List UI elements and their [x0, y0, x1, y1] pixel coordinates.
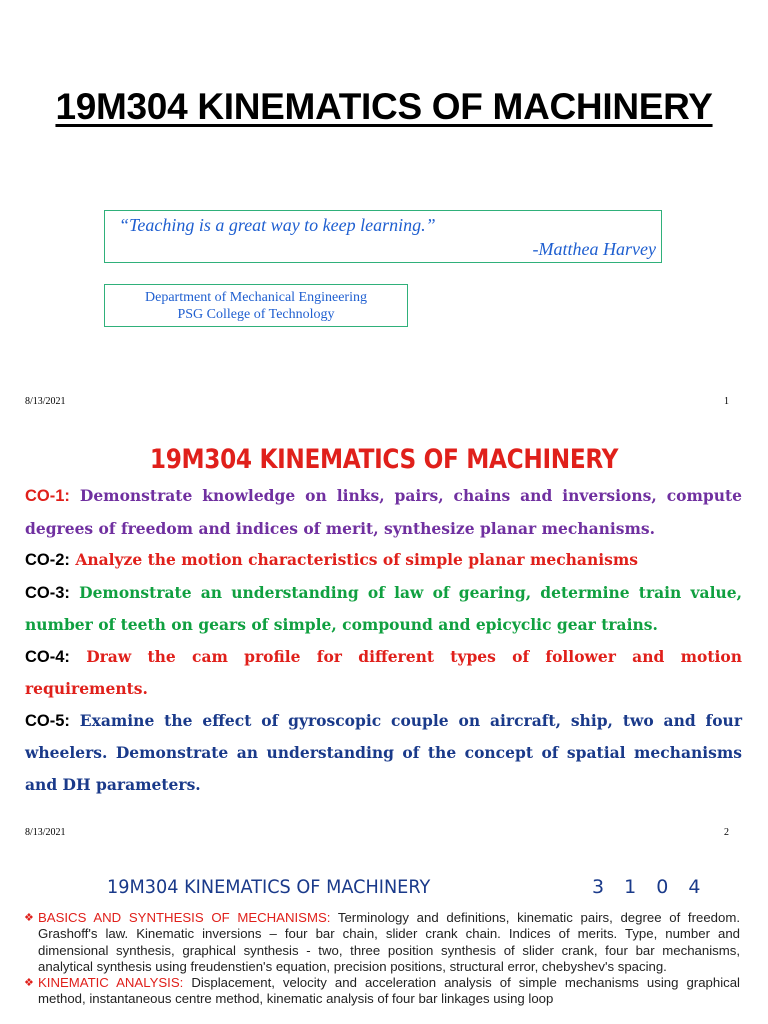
unit-heading: BASICS AND SYNTHESIS OF MECHANISMS: — [38, 910, 331, 925]
co-item — [25, 641, 742, 705]
co-item — [25, 544, 742, 577]
co-label: CO-3: — [25, 583, 70, 602]
syllabus — [24, 910, 740, 1008]
slide-3 — [0, 859, 768, 1024]
quote-text: “Teaching is a great way to keep learning.” — [119, 215, 436, 235]
syllabus-unit — [24, 910, 740, 975]
slide-2-date: 8/13/2021 — [25, 827, 66, 838]
department-box — [104, 284, 408, 327]
co-text: Analyze the motion characteristics of simple planar mechanisms — [75, 550, 638, 569]
college-name: PSG College of Technology — [177, 307, 335, 322]
quote-box — [104, 210, 662, 263]
co-item — [25, 480, 742, 544]
slide-1-page-number: 1 — [724, 396, 729, 407]
co-text: Demonstrate knowledge on links, pairs, chains and inversions, compute degrees of freedom and indices of merit, synthesize planar mechanisms. — [25, 486, 742, 538]
co-text: Demonstrate an understanding of law of gearing, determine train value, number of teeth on gears of simple, compound and epicyclic gear trains. — [25, 582, 742, 634]
co-label: CO-1: — [25, 487, 70, 505]
department-name: Department of Mechanical Engineering — [145, 290, 367, 305]
diamond-bullet-icon: ❖ — [24, 912, 34, 924]
unit-text: Displacement, velocity and acceleration analysis of simple mechanisms using graphical method, instantaneous centre method, kinematic analysis of four bar linkages using loop — [38, 975, 740, 1007]
slide-1-title: 19M304 KINEMATICS OF MACHINERY — [55, 86, 713, 127]
unit-text: Terminology and definitions, kinematic pairs, degree of freedom. Grashoff's law. Kinematic inversions – four bar chain, slider crank chain. Indices of merits. Type, number and dimensional synthesis, graphical synthesis - two, three position synthesis of slider crank, four bar mechanisms, analytical synthesis using freudenstien's equation, precision positions, structural error, chebyshev's spacing. — [38, 910, 740, 974]
co-label: CO-2: — [25, 551, 70, 569]
co-text: Draw the cam profile for different types of follower and motion requirements. — [25, 646, 742, 698]
slide-3-title: 19M304 KINEMATICS OF MACHINERY — [107, 876, 431, 898]
co-item — [25, 577, 742, 641]
co-label: CO-4: — [25, 647, 70, 666]
co-item — [25, 705, 742, 801]
unit-heading: KINEMATIC ANALYSIS: — [38, 975, 184, 991]
slide-1-date: 8/13/2021 — [25, 396, 66, 407]
co-label: CO-5: — [25, 711, 70, 730]
slide-2-page-number: 2 — [724, 827, 729, 838]
course-outcomes — [25, 480, 742, 800]
diamond-bullet-icon: ❖ — [24, 977, 34, 990]
quote-author: -Matthea Harvey — [532, 239, 656, 259]
slide-2 — [0, 422, 768, 859]
course-credits: 3 1 0 4 — [592, 876, 708, 898]
slide-1 — [0, 0, 768, 422]
co-text: Examine the effect of gyroscopic couple on aircraft, ship, two and four wheelers. Demonstrate an understanding of the concept of spatial mechanisms and DH parameters. — [25, 710, 742, 794]
slide-2-title: 19M304 KINEMATICS OF MACHINERY — [149, 444, 619, 475]
syllabus-unit — [24, 975, 740, 1008]
